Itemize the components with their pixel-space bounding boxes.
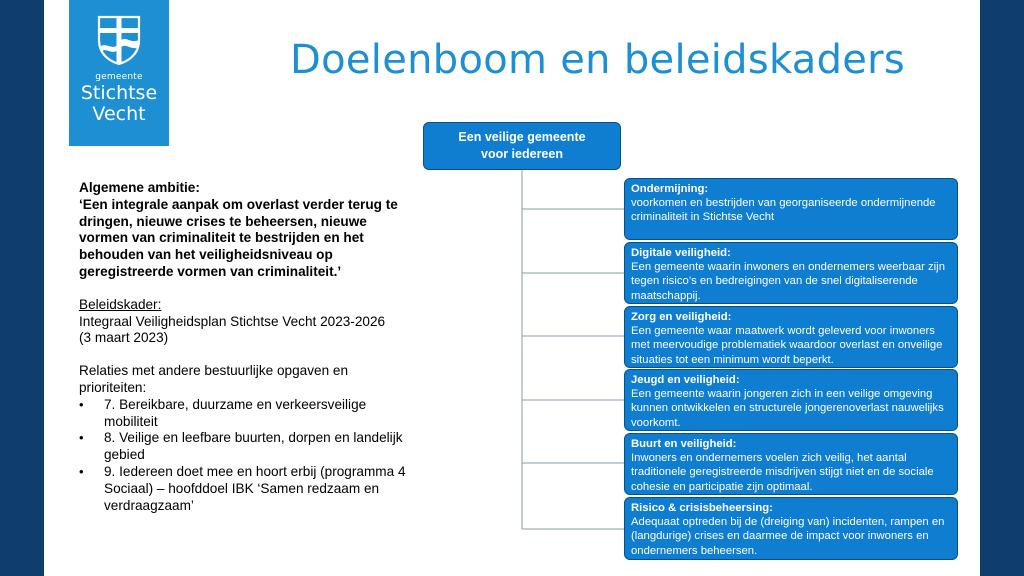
goal-card-title: Buurt en veiligheid: [631, 438, 737, 450]
goal-card-ondermijning [624, 178, 958, 240]
frame-left-bar [0, 0, 44, 576]
relations-list [79, 397, 414, 515]
goal-card-text: Een gemeente waarin inwoners en ondernemers weerbaar zijn tegen risico’s en bedreigingen van de snel digitaliserende maatschappij. [631, 261, 945, 302]
page-title: Doelenboom en beleidskaders [290, 37, 906, 83]
ambition-panel [79, 180, 414, 514]
goal-card-text: voorkomen en bestrijden van georganiseerde ondermijnende criminaliteit in Stichtse Vecht [631, 197, 936, 224]
relations-item: • 8. Veilige en leefbare buurten, dorpen en landelijk gebied [104, 430, 414, 464]
relations-item: • 7. Bereikbare, duurzame en verkeersveilige mobiliteit [104, 397, 414, 431]
goal-card-title: Ondermijning: [631, 183, 709, 195]
goal-card-buurt-en-veiligheid [624, 433, 958, 495]
logo-name-line2: Vecht [92, 103, 146, 125]
goal-card-zorg-en-veiligheid [624, 306, 958, 368]
frame-right-bar [980, 0, 1024, 576]
policy-line-1: Integraal Veiligheidsplan Stichtse Vecht 2023-2026 [79, 313, 386, 329]
tree-root-line1: Een veilige gemeente [458, 130, 586, 144]
policy-title: Beleidskader: [79, 296, 162, 312]
goal-card-text: Een gemeente waarin jongeren zich in een veilige omgeving kunnen ontwikkelen en structurele jongerenoverlast nauwelijks voorkomt. [631, 388, 944, 429]
logo-kicker: gemeente [95, 72, 143, 82]
policy-line-2: (3 maart 2023) [79, 330, 169, 346]
logo-name [69, 83, 169, 125]
tree-root-line2: voor iedereen [481, 147, 563, 161]
goal-card-risico-crisisbeheersing [624, 497, 958, 560]
ambition-title: Algemene ambitie: [79, 180, 200, 195]
goal-card-title: Digitale veiligheid: [631, 247, 731, 259]
tree-root-goal [423, 122, 621, 170]
relations-title: Relaties met andere bestuurlijke opgaven en prioriteiten: [79, 363, 349, 395]
ambition-text: ‘Een integrale aanpak om overlast verder terug te dringen, nieuwe crises te beheersen, nieuwe vormen van criminaliteit te bestrijden en het behouden van het veiligheidsniveau op geregistreerde vormen van criminaliteit.’ [79, 196, 398, 279]
municipality-logo [69, 0, 169, 146]
goal-card-text: Inwoners en ondernemers voelen zich veilig, het aantal traditionele geregistreerde misdrijven stijgt niet en de sociale cohesie en participatie zijn optimaal. [631, 452, 934, 493]
coat-of-arms-icon [96, 14, 142, 66]
goal-card-digitale-veiligheid [624, 242, 958, 304]
goal-card-title: Risico & crisisbeheersing: [631, 502, 773, 514]
logo-name-line1: Stichtse [80, 82, 158, 104]
goal-card-jeugd-en-veiligheid [624, 369, 958, 431]
goal-card-title: Zorg en veiligheid: [631, 311, 732, 323]
goal-card-title: Jeugd en veiligheid: [631, 374, 740, 386]
goal-card-text: Adequaat optreden bij de (dreiging van) incidenten, rampen en (langdurige) crises en daarmee de impact voor inwoners en ondernemers beheersen. [631, 516, 945, 557]
relations-item: • 9. Iedereen doet mee en hoort erbij (programma 4 Sociaal) – hoofddoel IBK ‘Samen redzaam en verdraagzaam’ [104, 464, 414, 514]
goal-card-text: Een gemeente waar maatwerk wordt geleverd voor inwoners met meervoudige problematiek waardoor overlast en onveilige situaties tot een minimum wordt beperkt. [631, 325, 943, 366]
